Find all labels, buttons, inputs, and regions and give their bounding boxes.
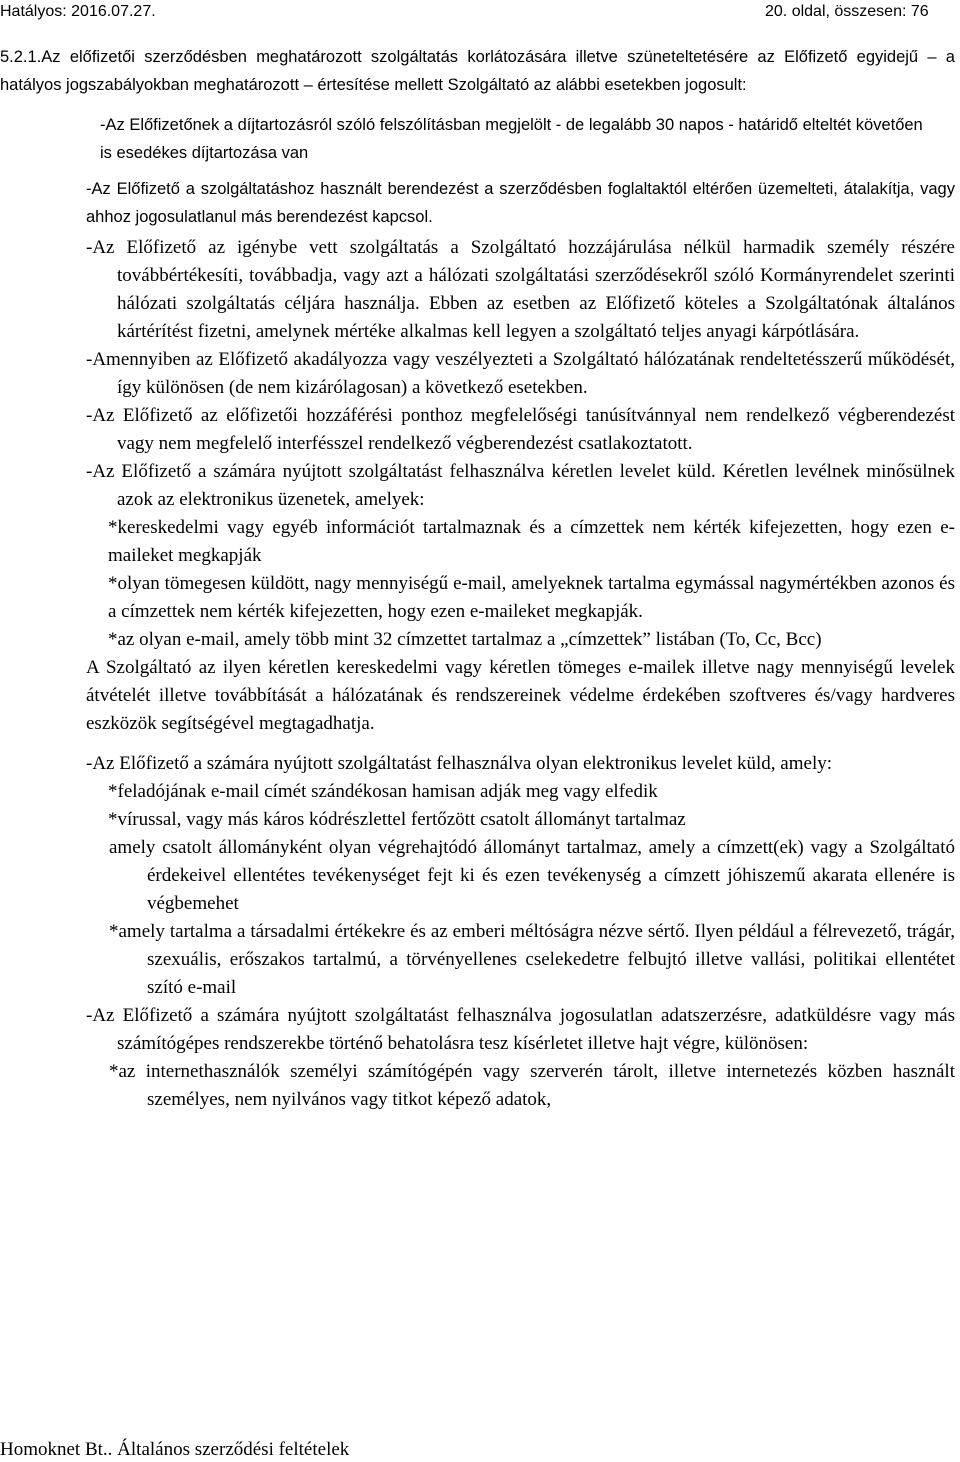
spam-paragraph: A Szolgáltató az ilyen kéretlen kereskedelmi vagy kéretlen tömeges e-mailek illetve nagy mennyiségű levelek átvételét illetve továbbítását a hálózatának és rendszereinek védelme érdekében szoftveres és/vagy hardveres eszközök segítségével megtagadhatja.: [86, 657, 955, 734]
document-body: [0, 43, 955, 1114]
header-valid-from: Hatályos: 2016.07.27.: [0, 3, 156, 20]
spam-subitem: *az olyan e-mail, amely több mint 32 címzettet tartalmaz a „címzettek” listában (To, Cc, Bcc): [108, 629, 822, 650]
spam-subitem: *olyan tömegesen küldött, nagy mennyiségű e-mail, amelyeknek tartalma egymással nagymértékben azonos és a címzettek nem kérték kifejezetten, hogy ezen e-maileket megkapják.: [108, 573, 955, 622]
list-item: -Az Előfizető a számára nyújtott szolgáltatást felhasználva jogosulatlan adatszerzésre, adatküldésre vagy más számítógépes rendszerekbe történő behatolásra tesz kísérletet illetve hajt végre, különösen:: [86, 1005, 955, 1054]
email-subitem: amely csatolt állományként olyan végrehajtódó állományt tartalmaz, amely a címzett(ek) vagy a Szolgáltató érdekeivel ellentétes tevékenységet fejt ki és ezen tevékenység a címzett jóhiszemű akarata ellenére is végbemehet: [109, 837, 955, 914]
list-item: -Amennyiben az Előfizető akadályozza vagy veszélyezteti a Szolgáltató hálózatának rendeltetésszerű működését, így különösen (de nem kizárólagosan) a következő esetekben.: [86, 349, 955, 398]
intrusion-subitem: *az internethasználók személyi számítógépén vagy szerverén tárolt, illetve internetezés közben használt személyes, nem nyilvános vagy titkot képező adatok,: [109, 1061, 955, 1110]
list-item: -Az Előfizető a szolgáltatáshoz használt berendezést a szerződésben foglaltaktól eltérően üzemelteti, átalakítja, vagy ahhoz jogosulatlanul más berendezést kapcsol.: [86, 180, 955, 226]
spam-subitem: *kereskedelmi vagy egyéb információt tartalmaznak és a címzettek nem kérték kifejezetten, hogy ezen e-maileket megkapják: [108, 517, 955, 566]
email-subitem: *amely tartalma a társadalmi értékekre és az emberi méltóságra nézve sértő. Ilyen például a félrevezető, trágár, szexuális, erőszakos tartalmú, a törvényellenes cselekedetre felbujtó illetve vallási, politikai ellentétet szító e-mail: [109, 921, 955, 998]
list-item: -Az Előfizetőnek a díjtartozásról szóló felszólításban megjelölt - de legalább 30 napos - határidő elteltét követően is esedékes díjtartozása van: [100, 116, 923, 162]
intro-text: Az előfizetői szerződésben meghatározott szolgáltatás korlátozására illetve szüneteltetésére az Előfizető egyidejű – a hatályos jogszabályokban meghatározott – értesítése mellett Szolgáltató az alábbi esetekben jogosult:: [0, 48, 955, 94]
intro-paragraph: [0, 43, 955, 99]
list-item: -Az Előfizető a számára nyújtott szolgáltatást felhasználva kéretlen levelet küld. Kéretlen levélnek minősülnek azok az elektronikus üzenetek, amelyek:: [86, 461, 955, 510]
header-page-info: 20. oldal, összesen: 76: [765, 3, 929, 20]
footer-company: Homoknet Bt.. Általános szerződési feltételek: [0, 1439, 350, 1460]
list-item: -Az Előfizető az előfizetői hozzáférési ponthoz megfelelőségi tanúsítvánnyal nem rendelkező végberendezést vagy nem megfelelő interfésszel rendelkező végberendezést csatlakoztatott.: [86, 405, 955, 454]
email-subitem: *feladójának e-mail címét szándékosan hamisan adják meg vagy elfedik: [108, 781, 658, 802]
section-number: 5.2.1.: [0, 48, 42, 66]
list-item: -Az Előfizető a számára nyújtott szolgáltatást felhasználva olyan elektronikus levelet küld, amely:: [86, 753, 833, 774]
list-item: -Az Előfizető az igénybe vett szolgáltatás a Szolgáltató hozzájárulása nélkül harmadik személy részére továbbértékesíti, továbbadja, vagy azt a hálózati szolgáltatási szerződésekről szóló Kormányrendelet szerinti hálózati szolgáltatás céljára használja. Ebben az esetben az Előfizető köteles a Szolgáltatónak általános kártérítést fizetni, amelynek mértéke alkalmas kell legyen a szolgáltató teljes anyagi kárpótlására.: [86, 237, 955, 342]
email-subitem: *vírussal, vagy más káros kódrészlettel fertőzött csatolt állományt tartalmaz: [108, 809, 686, 830]
